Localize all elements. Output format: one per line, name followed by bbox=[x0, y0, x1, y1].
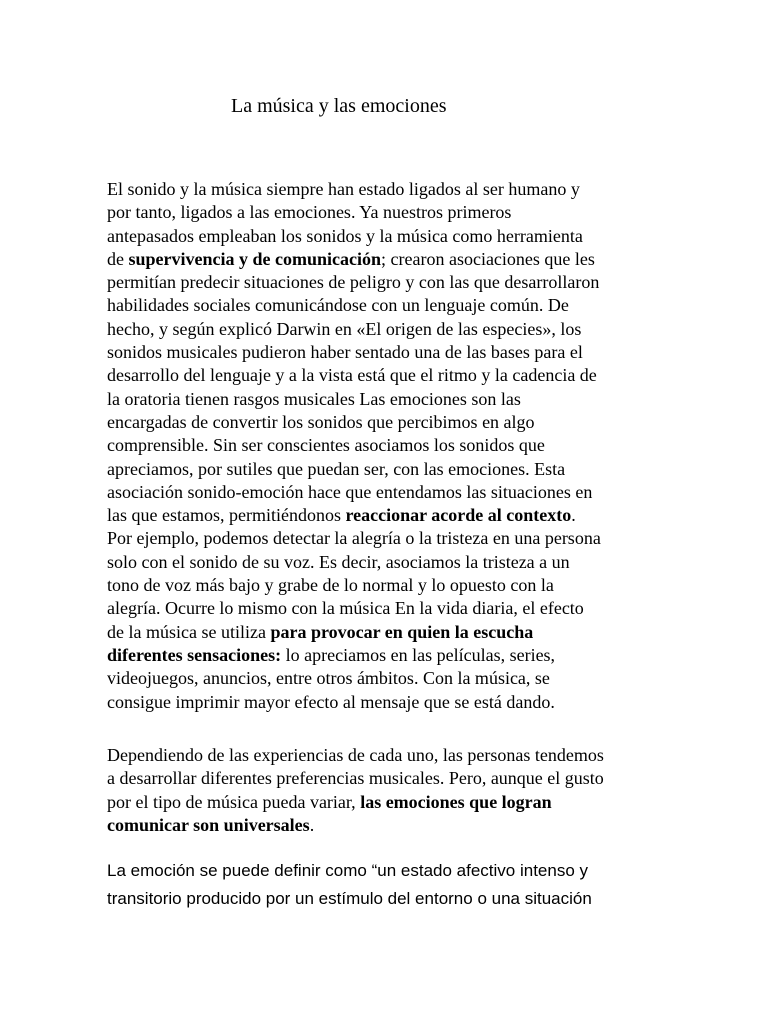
text-run: videojuegos, anuncios, entre otros ámbitos. Con la música, se bbox=[107, 668, 550, 689]
text-line bbox=[107, 574, 601, 597]
text-line bbox=[107, 691, 601, 714]
text-run: El sonido y la música siempre han estado ligados al ser humano y bbox=[107, 179, 580, 199]
text-run: . bbox=[309, 814, 315, 835]
text-line bbox=[107, 857, 592, 885]
text-line bbox=[107, 225, 601, 248]
text-run: las que estamos, permitiéndonos bbox=[107, 505, 346, 526]
text-line bbox=[107, 271, 601, 294]
paragraph-1 bbox=[107, 178, 601, 714]
text-run: permitían predecir situaciones de peligro y con las que desarrollaron bbox=[107, 272, 600, 293]
text-run: a desarrollar diferentes preferencias musicales. Pero, aunque el gusto bbox=[107, 768, 604, 789]
text-line bbox=[107, 814, 604, 837]
text-line bbox=[107, 597, 601, 620]
text-run: Por ejemplo, podemos detectar la alegría o la tristeza en una persona bbox=[107, 528, 601, 549]
text-run: tono de voz más bajo y grabe de lo normal y lo opuesto con la bbox=[107, 575, 554, 596]
text-line bbox=[107, 527, 601, 550]
bold-text-run: comunicar son universales bbox=[107, 814, 310, 835]
text-run: habilidades sociales comunicándose con un lenguaje común. De bbox=[107, 295, 569, 316]
text-run: de la música se utiliza bbox=[107, 621, 271, 642]
text-run: apreciamos, por sutiles que puedan ser, con las emociones. Esta bbox=[107, 458, 566, 479]
text-line bbox=[107, 388, 601, 411]
text-run: antepasados empleaban los sonidos y la música como herramienta bbox=[107, 225, 583, 246]
text-line bbox=[107, 411, 601, 434]
text-run: solo con el sonido de su voz. Es decir, asociamos la tristeza a un bbox=[107, 551, 570, 572]
text-run: hecho, y según explicó Darwin en «El origen de las especies», los bbox=[107, 318, 582, 339]
text-run: por el tipo de música pueda variar, bbox=[107, 791, 361, 812]
bold-text-run: reaccionar acorde al contexto bbox=[345, 505, 572, 526]
text-line bbox=[107, 644, 601, 667]
paragraph-2 bbox=[107, 744, 604, 837]
text-line bbox=[107, 178, 601, 201]
text-line bbox=[107, 248, 601, 271]
document-title: La música y las emociones bbox=[231, 95, 447, 117]
text-run: sonidos musicales pudieron haber sentado una de las bases para el bbox=[107, 342, 583, 363]
text-line bbox=[107, 667, 601, 690]
bold-text-run: diferentes sensaciones: bbox=[107, 644, 282, 665]
text-run: de bbox=[107, 248, 129, 269]
text-line bbox=[107, 341, 601, 364]
text-line bbox=[107, 434, 601, 457]
text-line bbox=[107, 621, 601, 644]
text-run: . bbox=[571, 505, 576, 526]
text-line bbox=[107, 364, 601, 387]
text-line bbox=[107, 294, 601, 317]
text-run: la oratoria tienen rasgos musicales Las emociones son las bbox=[107, 388, 521, 409]
text-run: consigue imprimir mayor efecto al mensaje que se está dando. bbox=[107, 691, 555, 712]
bold-text-run: supervivencia y de comunicación bbox=[128, 248, 381, 269]
text-run: La emoción se puede definir como “un estado afectivo intenso y bbox=[107, 861, 589, 880]
text-run: lo apreciamos en las películas, series, bbox=[281, 644, 556, 665]
text-line bbox=[107, 481, 601, 504]
text-line bbox=[107, 744, 604, 767]
paragraph-3 bbox=[107, 857, 592, 913]
text-line bbox=[107, 791, 604, 814]
text-run: asociación sonido-emoción hace que entendamos las situaciones en bbox=[107, 481, 593, 502]
text-line bbox=[107, 551, 601, 574]
text-run: por tanto, ligados a las emociones. Ya nuestros primeros bbox=[107, 202, 512, 223]
text-line bbox=[107, 318, 601, 341]
text-run: comprensible. Sin ser conscientes asociamos los sonidos que bbox=[107, 435, 545, 456]
bold-text-run: las emociones que logran bbox=[360, 791, 552, 812]
bold-text-run: para provocar en quien la escucha bbox=[270, 621, 534, 642]
text-run: alegría. Ocurre lo mismo con la música En la vida diaria, el efecto bbox=[107, 598, 584, 619]
text-line bbox=[107, 458, 601, 481]
text-line bbox=[107, 201, 601, 224]
text-run: desarrollo del lenguaje y a la vista está que el ritmo y la cadencia de bbox=[107, 365, 597, 386]
text-line bbox=[107, 767, 604, 790]
text-run: encargadas de convertir los sonidos que percibimos en algo bbox=[107, 411, 535, 432]
text-run: transitorio producido por un estímulo del entorno o una situación bbox=[107, 889, 592, 908]
text-run: ; crearon asociaciones que les bbox=[381, 248, 595, 269]
text-line bbox=[107, 885, 592, 913]
text-line bbox=[107, 504, 601, 527]
text-run: Dependiendo de las experiencias de cada uno, las personas tendemos bbox=[107, 745, 604, 765]
